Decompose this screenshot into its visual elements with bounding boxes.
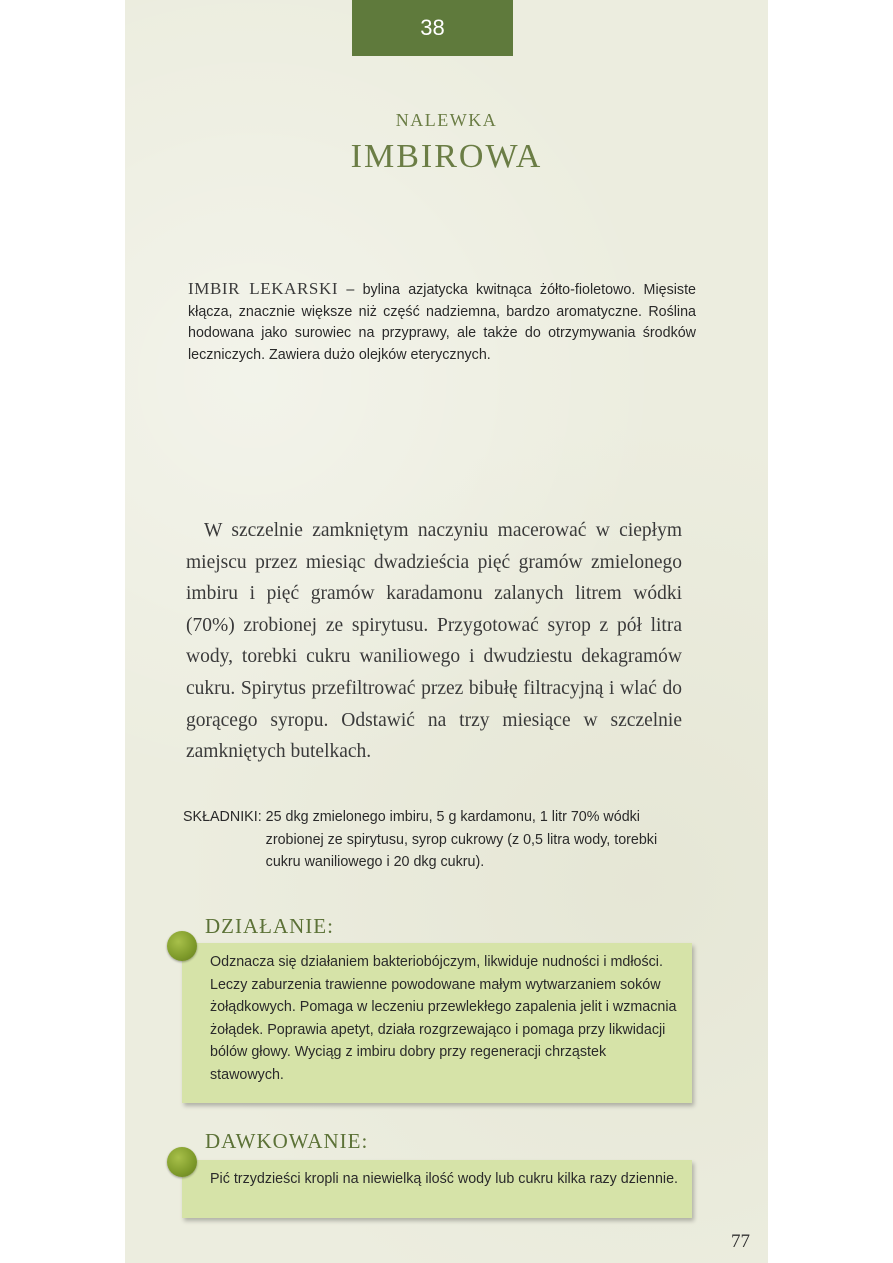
ingredients-block	[183, 806, 693, 874]
action-heading: DZIAŁANIE:	[205, 914, 334, 938]
dosage-text: Pić trzydzieści kropli na niewielką ilość wody lub cukru kilka razy dziennie.	[210, 1171, 679, 1187]
title-small: NALEWKA	[395, 110, 498, 130]
page-number: 77	[731, 1231, 750, 1252]
dosage-box	[182, 1160, 692, 1218]
dosage-heading: DAWKOWANIE:	[205, 1129, 369, 1153]
action-text: Odznacza się działaniem bakteriobójczym, likwiduje nudności i mdłości. Leczy zaburzenia trawienne powodowane małym wytwarzaniem soków żołądkowych. Pomaga w leczeniu przewlekłego zapalenia jelit i wzmacnia żołądek. Poprawia apetyt, działa rozgrzewająco i pomaga przy likwidacji bólów głowy. Wyciąg z imbiru dobry przy regeneracji chrząstek stawowych.	[210, 954, 677, 1083]
action-box	[182, 943, 692, 1103]
ingredients-text: 25 dkg zmielonego imbiru, 5 g kardamonu, 1 litr 70% wódki zrobionej ze spirytusu, syrop cukrowy (z 0,5 litra wody, torebki cukru waniliowego i 20 dkg cukru).	[265, 809, 658, 870]
intro-paragraph	[188, 278, 696, 366]
ingredients-label: SKŁADNIKI:	[183, 809, 262, 825]
dosage-bullet-icon	[167, 1147, 197, 1177]
recipe-number: 38	[420, 15, 445, 40]
recipe-paragraph: W szczelnie zamkniętym naczyniu macerować w ciepłym miejscu przez miesiąc dwadzieścia pięć gramów zmielonego imbiru i pięć gramów karadamonu zalanych litrem wódki (70%) zrobionej ze spirytusu. Przygotować syrop z pół litra wody, torebki cukru waniliowego i dwudziestu dekagramów cukru. Spirytus przefiltrować przez bibułę filtracyjną i wlać do gorącego syropu. Odstawić na trzy miesiące w szczelnie zamkniętych butelkach.	[186, 520, 682, 763]
title-large: IMBIROWA	[350, 138, 543, 175]
intro-lead: IMBIR LEKARSKI	[188, 279, 339, 298]
intro-text: – bylina azjatycka kwitnąca żółto-fioletowo. Mięsiste kłącza, znacznie większe niż część nadziemna, bardzo aromatyczne. Roślina hodowana jako surowiec na przyprawy, ale także do otrzymywania środków leczniczych. Zawiera dużo olejków eterycznych.	[188, 282, 696, 363]
action-bullet-icon	[167, 931, 197, 961]
recipe-number-tab	[352, 0, 513, 56]
